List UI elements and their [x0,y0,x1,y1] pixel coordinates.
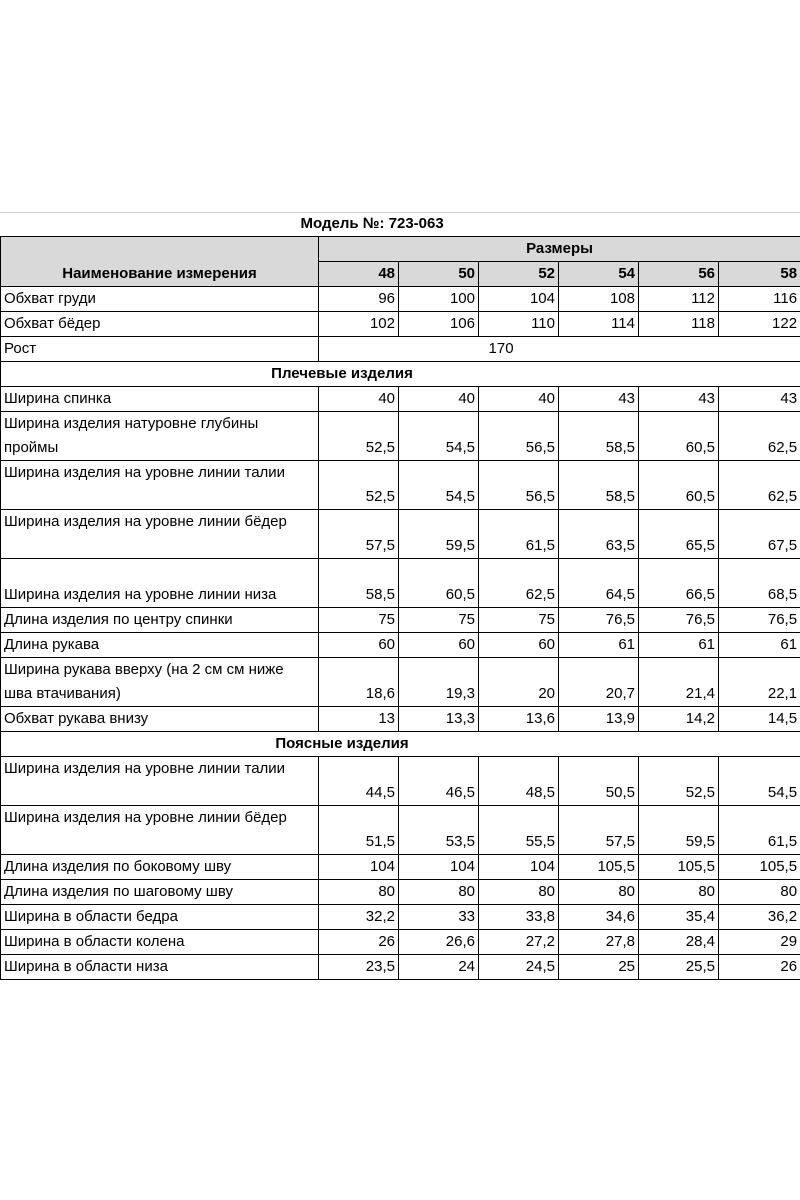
model-label: Модель №: [300,215,385,232]
measure-value: 40 [319,387,399,412]
measure-value: 56,5 [479,461,559,510]
measure-value: 105,5 [559,855,639,880]
header-row-1 [1,237,800,262]
measure-value: 44,5 [319,757,399,806]
section-title: Поясные изделия [1,732,800,757]
measure-value: 118 [639,312,719,337]
measure-value: 60,5 [639,412,719,461]
measure-value: 57,5 [319,510,399,559]
measure-name: Рост [1,337,319,362]
table-row [1,880,800,905]
measure-value: 13,6 [479,707,559,732]
measure-name: Ширина в области колена [1,930,319,955]
table-row [1,287,800,312]
measure-value: 26,6 [399,930,479,955]
measure-value: 61 [559,633,639,658]
table-row [1,855,800,880]
measure-value: 76,5 [559,608,639,633]
size-header-52: 52 [479,262,559,287]
measure-value: 54,5 [719,757,800,806]
measure-value: 26 [719,955,800,980]
measure-value: 19,3 [399,658,479,707]
measure-value: 110 [479,312,559,337]
measure-name: Длина рукава [1,633,319,658]
measure-value: 33,8 [479,905,559,930]
measure-name: Ширина изделия на уровне линии бёдер [1,806,319,855]
measure-value: 52,5 [319,412,399,461]
measure-name: Длина изделия по центру спинки [1,608,319,633]
measure-value: 24,5 [479,955,559,980]
measure-value: 13,3 [399,707,479,732]
measure-value: 54,5 [399,412,479,461]
measure-value: 59,5 [399,510,479,559]
measure-value: 53,5 [399,806,479,855]
table-row-height [1,337,800,362]
measure-value: 33 [399,905,479,930]
measure-value: 62,5 [719,461,800,510]
measure-value: 61,5 [719,806,800,855]
measure-value: 116 [719,287,800,312]
measure-value: 114 [559,312,639,337]
measure-name: Ширина изделия на уровне линии бёдер [1,510,319,559]
measure-value: 57,5 [559,806,639,855]
measure-value: 60,5 [399,559,479,608]
table-row [1,707,800,732]
measure-value: 61,5 [479,510,559,559]
measure-value: 43 [639,387,719,412]
measure-value: 66,5 [639,559,719,608]
measure-value: 14,5 [719,707,800,732]
measure-value: 68,5 [719,559,800,608]
measure-value: 26 [319,930,399,955]
model-row [1,212,800,237]
measure-value: 62,5 [719,412,800,461]
measure-value: 58,5 [559,412,639,461]
measure-value: 67,5 [719,510,800,559]
measure-value: 62,5 [479,559,559,608]
table-row [1,608,800,633]
measure-value: 80 [319,880,399,905]
table-row [1,757,800,806]
table-row [1,905,800,930]
measure-value: 51,5 [319,806,399,855]
size-header-58: 58 [719,262,800,287]
measure-value: 28,4 [639,930,719,955]
size-chart-body [1,212,800,980]
measure-value: 105,5 [719,855,800,880]
measure-value: 18,6 [319,658,399,707]
measure-name-header: Наименование измерения [1,237,319,287]
table-row [1,461,800,510]
measure-name: Обхват рукава внизу [1,707,319,732]
section-row [1,362,800,387]
measure-name: Ширина изделия натуровне глубины проймы [1,412,319,461]
measure-value: 80 [639,880,719,905]
measure-value: 112 [639,287,719,312]
measure-name: Обхват груди [1,287,319,312]
measure-value: 75 [399,608,479,633]
measure-value: 14,2 [639,707,719,732]
measure-name: Ширина изделия на уровне линии талии [1,461,319,510]
measure-value: 13 [319,707,399,732]
measure-value: 52,5 [319,461,399,510]
measure-value: 27,8 [559,930,639,955]
measure-value: 36,2 [719,905,800,930]
measure-name: Ширина изделия на уровне линии низа [1,559,319,608]
table-row [1,510,800,559]
measure-value: 24 [399,955,479,980]
size-header-48: 48 [319,262,399,287]
measure-value: 20 [479,658,559,707]
measure-value: 25 [559,955,639,980]
measure-value: 35,4 [639,905,719,930]
table-row [1,559,800,608]
measure-value: 104 [319,855,399,880]
measure-value: 59,5 [639,806,719,855]
measure-value: 58,5 [319,559,399,608]
measure-value: 61 [639,633,719,658]
measure-value: 40 [399,387,479,412]
measure-value: 27,2 [479,930,559,955]
table-row [1,658,800,707]
measure-value: 108 [559,287,639,312]
measure-name: Обхват бёдер [1,312,319,337]
measure-value: 46,5 [399,757,479,806]
measure-value: 104 [479,287,559,312]
table-row [1,312,800,337]
measure-value: 63,5 [559,510,639,559]
measure-value: 60 [399,633,479,658]
measure-value: 106 [399,312,479,337]
measure-value: 43 [719,387,800,412]
measure-value: 40 [479,387,559,412]
table-row [1,412,800,461]
measure-value: 75 [319,608,399,633]
table-row [1,806,800,855]
measure-value: 34,6 [559,905,639,930]
measure-value: 60 [319,633,399,658]
size-chart-table [0,212,800,980]
size-header-54: 54 [559,262,639,287]
measure-name: Длина изделия по шаговому шву [1,880,319,905]
measure-value: 55,5 [479,806,559,855]
measure-value: 76,5 [639,608,719,633]
measure-value: 80 [479,880,559,905]
sizes-header: Размеры [319,237,800,262]
measure-value: 13,9 [559,707,639,732]
measure-value: 20,7 [559,658,639,707]
size-header-50: 50 [399,262,479,287]
measure-value: 52,5 [639,757,719,806]
table-row [1,633,800,658]
measure-name: Ширина рукава вверху (на 2 см см ниже шва втачивания) [1,658,319,707]
measure-value: 104 [479,855,559,880]
measure-value: 80 [399,880,479,905]
measure-value: 25,5 [639,955,719,980]
height-value: 170 [319,337,800,362]
model-cell [1,212,800,237]
measure-value: 43 [559,387,639,412]
table-row [1,930,800,955]
measure-value: 104 [399,855,479,880]
size-header-56: 56 [639,262,719,287]
measure-value: 100 [399,287,479,312]
measure-name: Ширина в области низа [1,955,319,980]
size-chart-sheet [0,212,800,980]
measure-value: 23,5 [319,955,399,980]
measure-value: 64,5 [559,559,639,608]
measure-value: 102 [319,312,399,337]
measure-value: 56,5 [479,412,559,461]
measure-value: 58,5 [559,461,639,510]
measure-name: Ширина спинка [1,387,319,412]
model-number: 723-063 [388,215,444,232]
measure-value: 75 [479,608,559,633]
measure-value: 61 [719,633,800,658]
measure-name: Длина изделия по боковому шву [1,855,319,880]
measure-value: 65,5 [639,510,719,559]
measure-value: 76,5 [719,608,800,633]
section-row [1,732,800,757]
measure-value: 29 [719,930,800,955]
measure-value: 122 [719,312,800,337]
measure-value: 48,5 [479,757,559,806]
measure-value: 21,4 [639,658,719,707]
measure-value: 60,5 [639,461,719,510]
section-title: Плечевые изделия [1,362,800,387]
measure-value: 50,5 [559,757,639,806]
table-row [1,955,800,980]
measure-value: 54,5 [399,461,479,510]
measure-value: 80 [719,880,800,905]
measure-name: Ширина в области бедра [1,905,319,930]
measure-value: 60 [479,633,559,658]
measure-value: 32,2 [319,905,399,930]
table-row [1,387,800,412]
measure-value: 80 [559,880,639,905]
measure-value: 96 [319,287,399,312]
measure-value: 22,1 [719,658,800,707]
measure-value: 105,5 [639,855,719,880]
measure-name: Ширина изделия на уровне линии талии [1,757,319,806]
